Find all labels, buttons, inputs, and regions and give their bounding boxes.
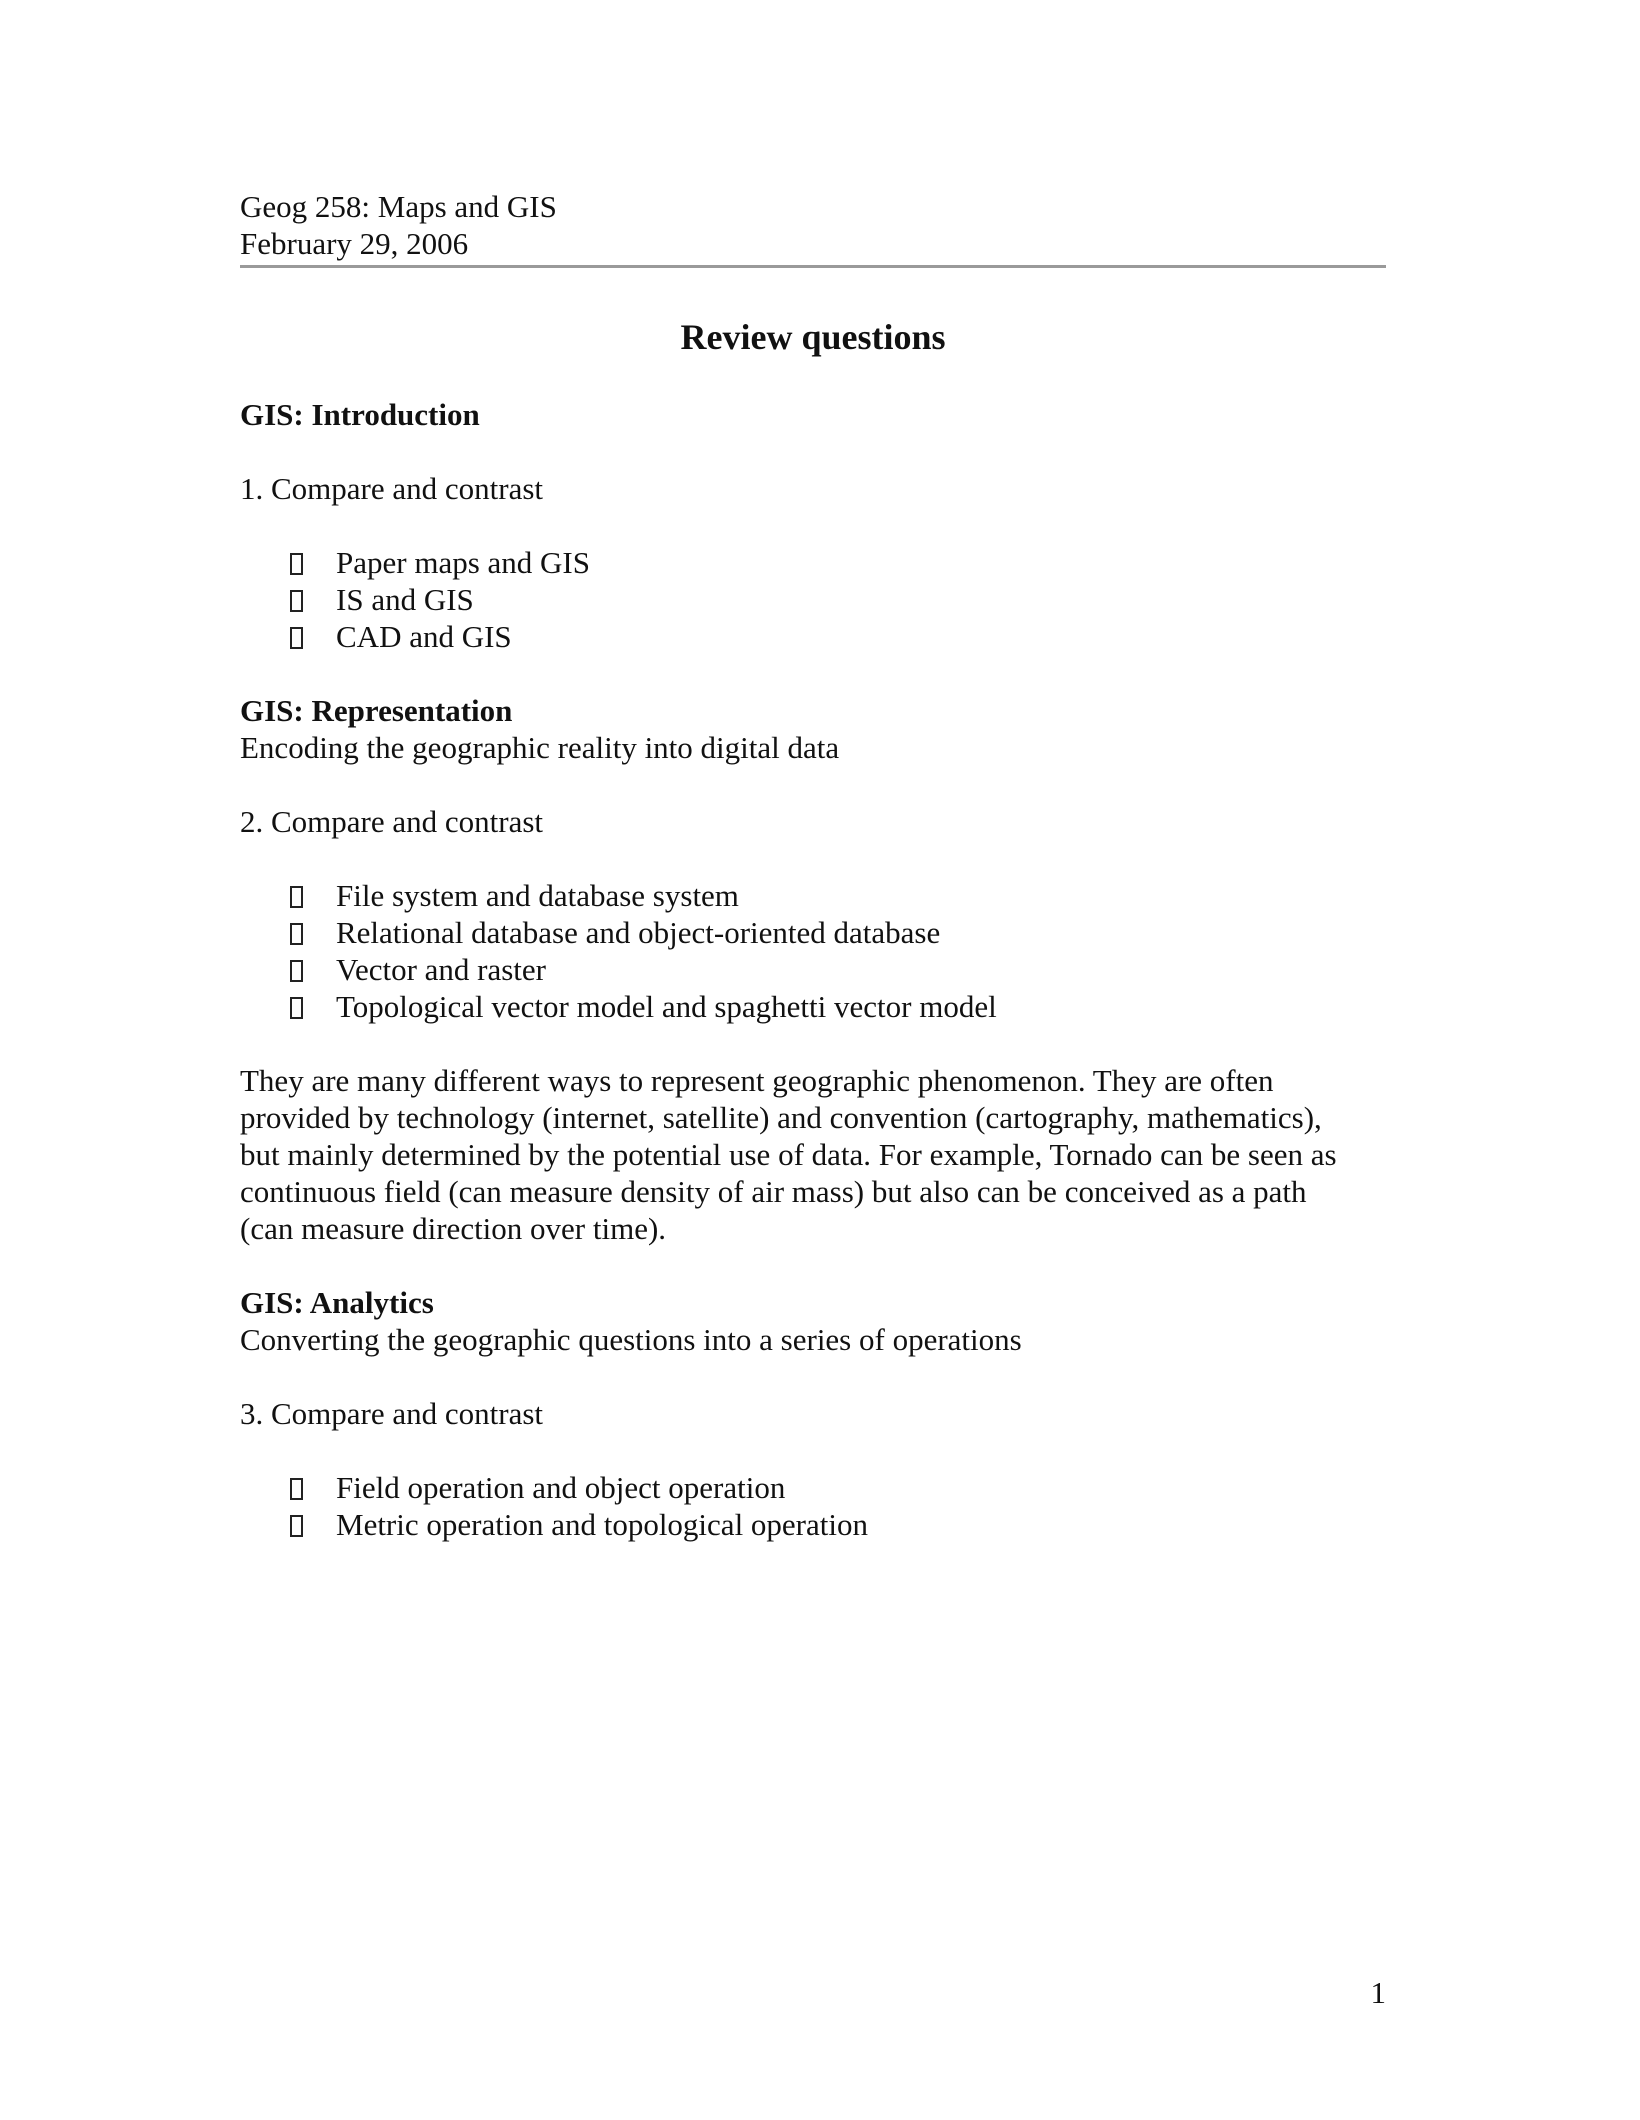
list-item-text: Field operation and object operation [336,1470,786,1505]
bullet-box-icon [290,997,303,1019]
section-heading-analytics: GIS: Analytics [240,1285,434,1320]
list-item [240,618,1386,655]
course-title: Geog 258: Maps and GIS [240,189,557,224]
bullet-box-icon [290,590,303,612]
list-item-text: Topological vector model and spaghetti vector model [336,989,997,1024]
list-item [240,1469,1386,1506]
page-title: Review questions [680,317,946,357]
paragraph-line: (can measure direction over time). [240,1211,667,1246]
list-item-text: File system and database system [336,878,739,913]
question-1: 1. Compare and contrast [240,471,544,506]
bullet-box-icon [290,1515,303,1537]
paragraph-line: They are many different ways to represent geographic phenomenon. They are often [240,1063,1274,1098]
question-2: 2. Compare and contrast [240,804,544,839]
list-item [240,951,1386,988]
list-item [240,1506,1386,1543]
document-date: February 29, 2006 [240,226,469,261]
representation-paragraph [240,1062,1386,1247]
list-item [240,581,1386,618]
list-item-text: IS and GIS [336,582,474,617]
bullet-box-icon [290,1478,303,1500]
list-item [240,877,1386,914]
list-item-text: CAD and GIS [336,619,512,654]
bullet-box-icon [290,923,303,945]
bullet-box-icon [290,960,303,982]
list-item-text: Relational database and object-oriented database [336,915,941,950]
list-item-text: Paper maps and GIS [336,545,590,580]
list-item [240,988,1386,1025]
page-content [240,188,1386,1543]
section-heading-introduction: GIS: Introduction [240,397,480,432]
list-item-text: Metric operation and topological operation [336,1507,868,1542]
question-1-list [240,544,1386,655]
section-subtitle-analytics: Converting the geographic questions into a series of operations [240,1322,1022,1357]
bullet-box-icon [290,553,303,575]
bullet-box-icon [290,886,303,908]
page-number: 1 [1370,1975,1386,2010]
bullet-box-icon [290,627,303,649]
paragraph-line: provided by technology (internet, satellite) and convention (cartography, mathematics), [240,1100,1322,1135]
question-2-list [240,877,1386,1025]
list-item [240,914,1386,951]
section-subtitle-representation: Encoding the geographic reality into digital data [240,730,840,765]
list-item-text: Vector and raster [336,952,547,987]
header-divider [240,265,1386,268]
section-heading-representation: GIS: Representation [240,693,513,728]
list-item [240,544,1386,581]
paragraph-line: but mainly determined by the potential use of data. For example, Tornado can be seen as [240,1137,1337,1172]
question-3: 3. Compare and contrast [240,1396,544,1431]
paragraph-line: continuous field (can measure density of air mass) but also can be conceived as a path [240,1174,1307,1209]
question-3-list [240,1469,1386,1543]
